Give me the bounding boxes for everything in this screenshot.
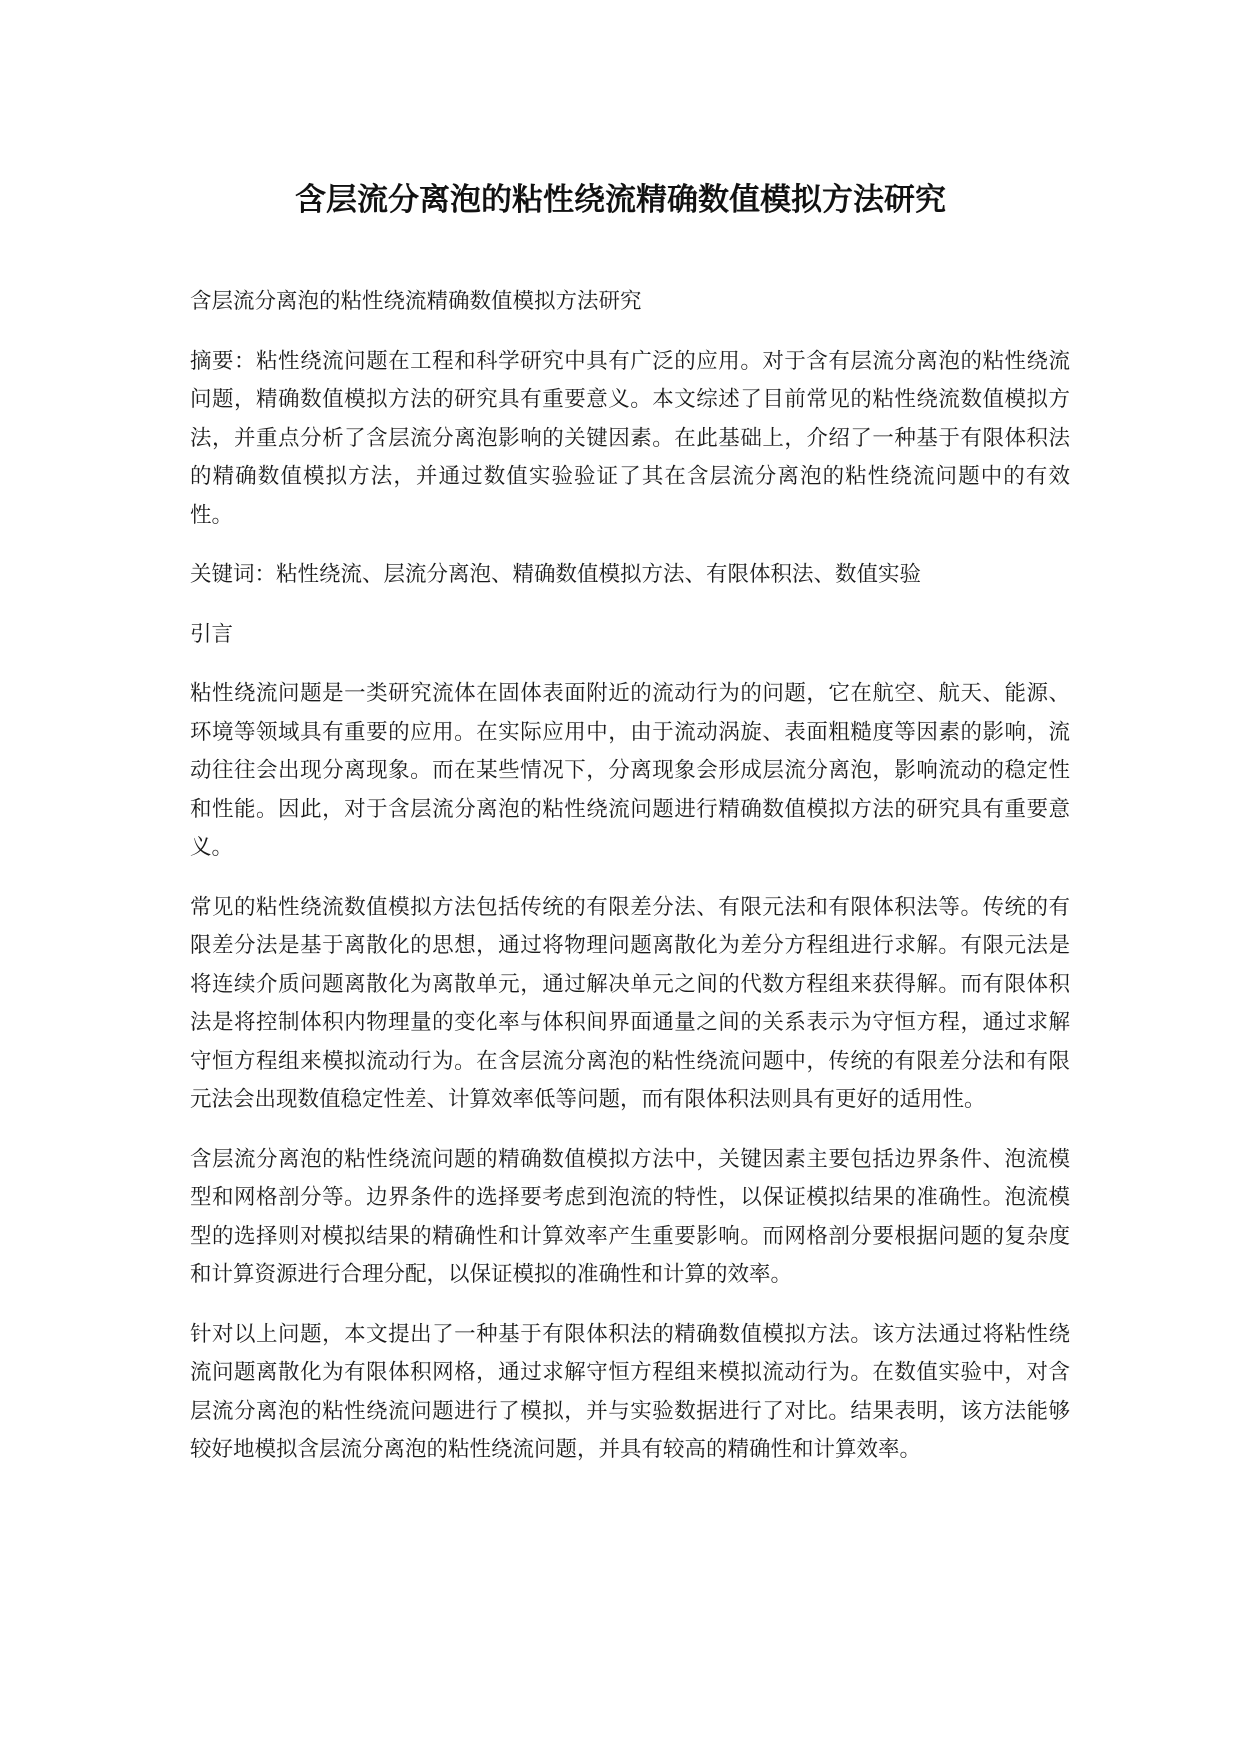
document-subtitle: 含层流分离泡的粘性绕流精确数值模拟方法研究 [190,289,642,314]
body-paragraph: 粘性绕流问题是一类研究流体在固体表面附近的流动行为的问题，它在航空、航天、能源、环境等领域具有重要的应用。在实际应用中，由于流动涡旋、表面粗糙度等因素的影响，流动往往会出现分离现象。而在某些情况下，分离现象会形成层流分离泡，影响流动的稳定性和性能。因此，对于含层流分离泡的粘性绕流问题进行精确数值模拟方法的研究具有重要意义。 [190,681,1070,860]
document-body [190,283,1070,1491]
document-title: 含层流分离泡的粘性绕流精确数值模拟方法研究 [295,182,946,218]
intro-heading: 引言 [190,621,234,647]
abstract-paragraph: 摘要：粘性绕流问题在工程和科学研究中具有广泛的应用。对于含有层流分离泡的粘性绕流问题，精确数值模拟方法的研究具有重要意义。本文综述了目前常见的粘性绕流数值模拟方法，并重点分析了含层流分离泡影响的关键因素。在此基础上，介绍了一种基于有限体积法的精确数值模拟方法，并通过数值实验验证了其在含层流分离泡的粘性绕流问题中的有效性。 [190,348,1070,528]
keywords-line: 关键词：粘性绕流、层流分离泡、精确数值模拟方法、有限体积法、数值实验 [190,562,922,587]
body-paragraph: 针对以上问题，本文提出了一种基于有限体积法的精确数值模拟方法。该方法通过将粘性绕流问题离散化为有限体积网格，通过求解守恒方程组来模拟流动行为。在数值实验中，对含层流分离泡的粘性绕流问题进行了模拟，并与实验数据进行了对比。结果表明，该方法能够较好地模拟含层流分离泡的粘性绕流问题，并具有较高的精确性和计算效率。 [190,1321,1070,1462]
body-paragraph: 含层流分离泡的粘性绕流问题的精确数值模拟方法中，关键因素主要包括边界条件、泡流模型和网格剖分等。边界条件的选择要考虑到泡流的特性，以保证模拟结果的准确性。泡流模型的选择则对模拟结果的精确性和计算效率产生重要影响。而网格剖分要根据问题的复杂度和计算资源进行合理分配，以保证模拟的准确性和计算的效率。 [190,1146,1070,1287]
body-paragraph: 常见的粘性绕流数值模拟方法包括传统的有限差分法、有限元法和有限体积法等。传统的有限差分法是基于离散化的思想，通过将物理问题离散化为差分方程组进行求解。有限元法是将连续介质问题离散化为离散单元，通过解决单元之间的代数方程组来获得解。而有限体积法是将控制体积内物理量的变化率与体积间界面通量之间的关系表示为守恒方程，通过求解守恒方程组来模拟流动行为。在含层流分离泡的粘性绕流问题中，传统的有限差分法和有限元法会出现数值稳定性差、计算效率低等问题，而有限体积法则具有更好的适用性。 [190,894,1070,1112]
